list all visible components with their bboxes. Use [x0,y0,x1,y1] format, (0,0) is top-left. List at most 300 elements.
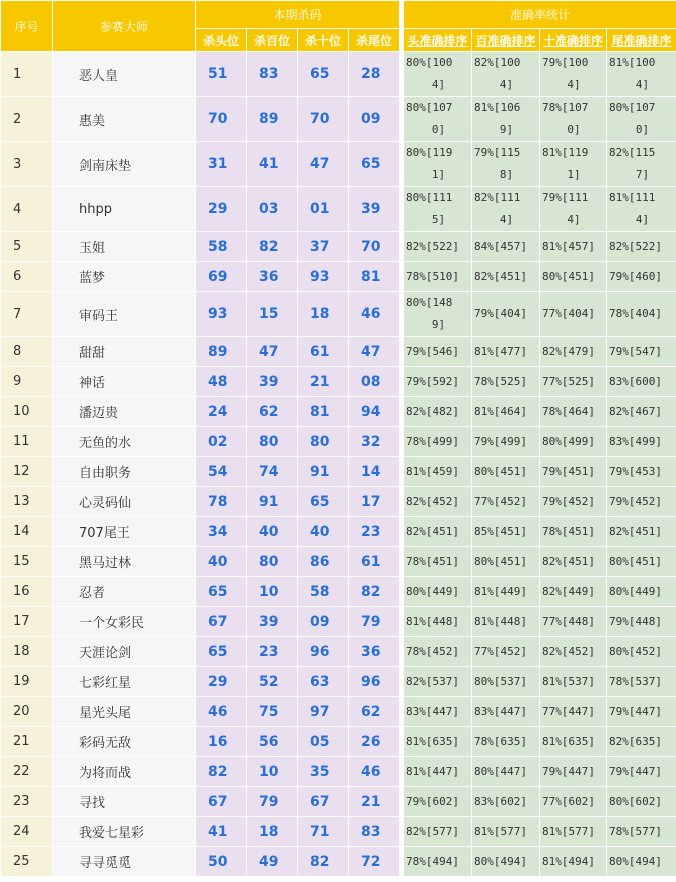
accuracy-text: 82%[482] [406,404,459,418]
accuracy-text: 82%[115 [609,146,656,159]
accuracy-text: 78%[451] [406,554,459,568]
accuracy-text: 79%[448] [609,614,662,628]
kill-number: 10 [247,577,298,607]
kill-number: 36 [349,637,400,667]
accuracy-cell [472,817,540,847]
accuracy-text: 82%[451] [609,524,662,538]
table-row [1,817,676,847]
table-row [1,262,676,292]
header-kill-group: 本期杀码 [196,1,400,29]
accuracy-cell [540,262,607,292]
accuracy-cell [607,787,676,817]
accuracy-cell [404,667,472,697]
kill-number: 03 [247,187,298,232]
header-kill-col: 杀头位 [196,29,247,52]
accuracy-cell [540,337,607,367]
accuracy-cell [607,427,676,457]
accuracy-cell [404,142,472,187]
accuracy-text: 82%[537] [406,674,459,688]
accuracy-cell [607,97,676,142]
kill-number: 93 [298,262,349,292]
accuracy-cell [607,637,676,667]
kill-number: 89 [247,97,298,142]
kill-number: 78 [196,487,247,517]
master-name: 一个女彩民 [53,607,196,637]
table-row [1,397,676,427]
accuracy-cell [540,547,607,577]
accuracy-cell [404,487,472,517]
accuracy-cell [404,727,472,757]
accuracy-text: 77%[404] [542,307,595,320]
kill-number: 21 [349,787,400,817]
accuracy-text: 0] [567,123,581,136]
accuracy-cell [540,397,607,427]
accuracy-text: 80%[449] [406,584,459,598]
accuracy-cell [540,787,607,817]
kill-number: 47 [298,142,349,187]
kill-number: 67 [298,787,349,817]
accuracy-cell [404,787,472,817]
kill-number: 91 [247,487,298,517]
accuracy-cell [472,787,540,817]
kill-number: 49 [247,847,298,877]
accuracy-cell [540,142,607,187]
master-name: hhpp [53,187,196,232]
header-accuracy-sort-link[interactable]: 头准确排序 [407,33,468,48]
kill-number: 79 [247,787,298,817]
accuracy-text: 79%[451] [542,464,595,478]
row-index: 1 [1,52,53,97]
header-kill-col: 杀百位 [247,29,298,52]
row-index: 22 [1,757,53,787]
table-row [1,547,676,577]
accuracy-text: 82%[111 [474,191,521,204]
accuracy-text: 79%[447] [542,764,595,778]
accuracy-cell [404,52,472,97]
accuracy-cell [540,52,607,97]
row-index: 3 [1,142,53,187]
accuracy-cell [404,817,472,847]
kill-number: 81 [349,262,400,292]
row-index: 21 [1,727,53,757]
kill-number: 02 [196,427,247,457]
accuracy-text: 80%[447] [474,764,527,778]
accuracy-text: 7] [635,168,650,181]
master-name: 无鱼的水 [53,427,196,457]
kill-number: 21 [298,367,349,397]
accuracy-cell [404,637,472,667]
accuracy-cell [607,292,676,337]
accuracy-cell [404,397,472,427]
row-index: 9 [1,367,53,397]
header-accuracy-sort-link[interactable]: 百准确排序 [475,33,536,48]
accuracy-cell [607,547,676,577]
kill-number: 08 [349,367,400,397]
accuracy-cell [472,637,540,667]
accuracy-cell [540,457,607,487]
kill-number: 41 [247,142,298,187]
accuracy-cell [607,187,676,232]
accuracy-text: 1] [431,168,446,181]
accuracy-text: 4] [499,78,514,91]
accuracy-cell [404,187,472,232]
kill-number: 62 [349,697,400,727]
accuracy-cell [607,457,676,487]
accuracy-text: 83%[499] [609,434,662,448]
header-accuracy-sort-link[interactable]: 十准确排序 [543,33,604,48]
kill-number: 26 [349,727,400,757]
accuracy-cell [540,487,607,517]
master-name: 彩码无敌 [53,727,196,757]
master-name: 天涯论剑 [53,637,196,667]
accuracy-text: 79%[404] [474,307,527,320]
master-name: 寻找 [53,787,196,817]
accuracy-cell [607,607,676,637]
accuracy-cell [472,607,540,637]
kill-number: 39 [247,367,298,397]
accuracy-text: 79%[447] [609,704,662,718]
master-name: 恶人皇 [53,52,196,97]
accuracy-cell [607,697,676,727]
accuracy-text: 81%[448] [406,614,459,628]
accuracy-text: 79%[499] [474,434,527,448]
accuracy-cell [404,697,472,727]
table-row [1,367,676,397]
master-name: 我爱七星彩 [53,817,196,847]
kill-number: 15 [247,292,298,337]
accuracy-text: 82%[467] [609,404,662,418]
row-index: 25 [1,847,53,877]
accuracy-cell [540,427,607,457]
kill-number: 46 [349,292,400,337]
accuracy-text: 82%[577] [406,824,459,838]
accuracy-text: 82%[449] [542,584,595,598]
accuracy-text: 82%[451] [474,269,527,283]
kill-number: 65 [298,52,349,97]
accuracy-cell [472,337,540,367]
master-name: 707尾王 [53,517,196,547]
kill-number: 65 [196,637,247,667]
kill-number: 56 [247,727,298,757]
accuracy-cell [607,817,676,847]
accuracy-text: 78%[525] [474,374,527,388]
header-accuracy-col [607,29,676,52]
accuracy-text: 80%[119 [406,146,453,159]
master-name: 甜甜 [53,337,196,367]
accuracy-cell [404,262,472,292]
accuracy-text: 4] [567,78,581,91]
kill-number: 05 [298,727,349,757]
accuracy-cell [472,292,540,337]
accuracy-cell [540,292,607,337]
accuracy-text: 4] [635,78,650,91]
header-accuracy-col [404,29,472,52]
kill-number: 89 [196,337,247,367]
kill-number: 01 [298,187,349,232]
accuracy-text: 0] [431,123,446,136]
kill-number: 23 [247,637,298,667]
accuracy-cell [607,142,676,187]
accuracy-cell [607,262,676,292]
accuracy-text: 78%[577] [609,824,662,838]
accuracy-text: 81%[449] [474,584,527,598]
header-accuracy-sort-link[interactable]: 尾准确排序 [611,33,672,48]
master-name: 神话 [53,367,196,397]
accuracy-cell [404,847,472,877]
kill-number: 70 [298,97,349,142]
accuracy-cell [404,367,472,397]
kill-number: 80 [247,427,298,457]
accuracy-cell [472,97,540,142]
kill-number: 69 [196,262,247,292]
accuracy-cell [607,847,676,877]
accuracy-text: 8] [499,168,514,181]
kill-number: 65 [349,142,400,187]
master-name: 惠美 [53,97,196,142]
kill-number: 82 [349,577,400,607]
accuracy-text: 80%[451] [542,269,595,283]
accuracy-text: 80%[107 [406,101,453,114]
accuracy-cell [540,637,607,667]
table-row [1,187,676,232]
accuracy-text: 84%[457] [474,239,527,253]
header-master: 参赛大师 [53,1,196,52]
table-row [1,457,676,487]
kill-number: 61 [349,547,400,577]
accuracy-text: 79%[452] [542,494,595,508]
accuracy-text: 9] [431,318,446,331]
accuracy-text: 81%[635] [406,734,459,748]
kill-number: 31 [196,142,247,187]
accuracy-text: 81%[459] [406,464,459,478]
master-name: 蓝梦 [53,262,196,292]
accuracy-text: 81%[477] [474,344,527,358]
accuracy-cell [404,232,472,262]
kill-number: 09 [298,607,349,637]
kill-number: 18 [247,817,298,847]
kill-number: 18 [298,292,349,337]
accuracy-cell [607,52,676,97]
kill-number: 82 [298,847,349,877]
kill-number: 83 [349,817,400,847]
accuracy-cell [540,847,607,877]
accuracy-text: 78%[464] [542,404,595,418]
row-index: 8 [1,337,53,367]
master-name: 忍者 [53,577,196,607]
accuracy-text: 81%[494] [542,854,595,868]
accuracy-text: 78%[499] [406,434,459,448]
accuracy-text: 82%[479] [542,344,595,358]
kill-number: 91 [298,457,349,487]
kill-number: 82 [196,757,247,787]
accuracy-text: 78%[452] [406,644,459,658]
row-index: 4 [1,187,53,232]
table-row [1,667,676,697]
header-index: 序号 [1,1,53,52]
accuracy-cell [607,367,676,397]
kill-number: 80 [247,547,298,577]
accuracy-cell [472,577,540,607]
accuracy-cell [472,547,540,577]
table-row [1,637,676,667]
kill-number: 54 [196,457,247,487]
table-row [1,52,676,97]
accuracy-text: 80%[451] [474,554,527,568]
accuracy-cell [404,607,472,637]
kill-number: 34 [196,517,247,547]
table-row [1,517,676,547]
accuracy-text: 81%[457] [542,239,595,253]
accuracy-text: 1] [567,168,581,181]
accuracy-cell [472,487,540,517]
kill-number: 61 [298,337,349,367]
accuracy-text: 83%[447] [474,704,527,718]
accuracy-text: 83%[600] [609,374,662,388]
row-index: 11 [1,427,53,457]
row-index: 14 [1,517,53,547]
kill-number: 52 [247,667,298,697]
accuracy-text: 82%[451] [406,524,459,538]
accuracy-text: 80%[451] [609,554,662,568]
accuracy-text: 82%[635] [609,734,662,748]
master-name: 星光头尾 [53,697,196,727]
header-kill-col: 杀尾位 [349,29,400,52]
accuracy-cell [540,727,607,757]
accuracy-cell [607,757,676,787]
header-accuracy-col [472,29,540,52]
accuracy-text: 81%[447] [406,764,459,778]
accuracy-text: 82%[452] [406,494,459,508]
kill-number: 67 [196,607,247,637]
accuracy-text: 80%[111 [406,191,453,204]
row-index: 7 [1,292,53,337]
kill-number: 58 [196,232,247,262]
row-index: 20 [1,697,53,727]
master-name: 心灵码仙 [53,487,196,517]
kill-number: 82 [247,232,298,262]
accuracy-text: 78%[404] [609,307,662,320]
accuracy-text: 81%[537] [542,674,595,688]
accuracy-cell [540,607,607,637]
accuracy-text: 82%[522] [609,239,662,253]
table-row [1,787,676,817]
accuracy-text: 82%[522] [406,239,459,253]
accuracy-text: 5] [431,213,446,226]
accuracy-cell [472,142,540,187]
accuracy-text: 80%[494] [474,854,527,868]
kill-number: 62 [247,397,298,427]
accuracy-text: 82%[452] [542,644,595,658]
row-index: 18 [1,637,53,667]
accuracy-cell [472,697,540,727]
kill-number: 16 [196,727,247,757]
kill-number: 40 [298,517,349,547]
accuracy-cell [607,577,676,607]
kill-number: 72 [349,847,400,877]
table-row [1,697,676,727]
accuracy-cell [472,187,540,232]
table-row [1,577,676,607]
accuracy-text: 80%[107 [609,101,656,114]
master-name: 寻寻觅觅 [53,847,196,877]
row-index: 10 [1,397,53,427]
accuracy-text: 77%[452] [474,494,527,508]
kill-number: 29 [196,667,247,697]
accuracy-text: 82%[100 [474,56,521,69]
accuracy-cell [472,847,540,877]
accuracy-cell [472,397,540,427]
row-index: 12 [1,457,53,487]
accuracy-cell [607,397,676,427]
accuracy-text: 79%[452] [609,494,662,508]
header-accuracy-group: 准确率统计 [404,1,676,29]
accuracy-cell [404,577,472,607]
accuracy-text: 78%[451] [542,524,595,538]
accuracy-text: 79%[447] [609,764,662,778]
accuracy-text: 77%[448] [542,614,595,628]
accuracy-text: 80%[451] [474,464,527,478]
kill-number: 29 [196,187,247,232]
accuracy-cell [472,757,540,787]
accuracy-text: 80%[602] [609,794,662,808]
row-index: 6 [1,262,53,292]
row-index: 24 [1,817,53,847]
accuracy-cell [540,817,607,847]
accuracy-cell [472,727,540,757]
accuracy-cell [472,427,540,457]
kill-number: 97 [298,697,349,727]
accuracy-text: 77%[447] [542,704,595,718]
accuracy-text: 77%[525] [542,374,595,388]
kill-number: 65 [298,487,349,517]
accuracy-cell [472,262,540,292]
kill-number: 28 [349,52,400,97]
accuracy-text: 83%[447] [406,704,459,718]
row-index: 16 [1,577,53,607]
accuracy-cell [404,427,472,457]
kill-number: 63 [298,667,349,697]
accuracy-text: 81%[577] [542,824,595,838]
kill-number: 96 [298,637,349,667]
row-index: 2 [1,97,53,142]
accuracy-cell [607,517,676,547]
header-accuracy-col [540,29,607,52]
kill-number: 67 [196,787,247,817]
accuracy-text: 80%[100 [406,56,453,69]
accuracy-text: 78%[635] [474,734,527,748]
kill-number: 47 [247,337,298,367]
kill-number: 09 [349,97,400,142]
accuracy-text: 79%[547] [609,344,662,358]
accuracy-text: 80%[494] [609,854,662,868]
accuracy-cell [472,457,540,487]
table-row [1,487,676,517]
kill-number: 80 [298,427,349,457]
accuracy-text: 79%[111 [542,191,589,204]
accuracy-cell [540,97,607,142]
table-row [1,292,676,337]
accuracy-text: 79%[100 [542,56,589,69]
accuracy-cell [540,517,607,547]
kill-number: 39 [349,187,400,232]
master-name: 七彩红星 [53,667,196,697]
accuracy-text: 4] [431,78,446,91]
accuracy-cell [540,232,607,262]
accuracy-cell [607,232,676,262]
accuracy-text: 0] [635,123,650,136]
kill-number: 37 [298,232,349,262]
accuracy-text: 81%[111 [609,191,656,204]
